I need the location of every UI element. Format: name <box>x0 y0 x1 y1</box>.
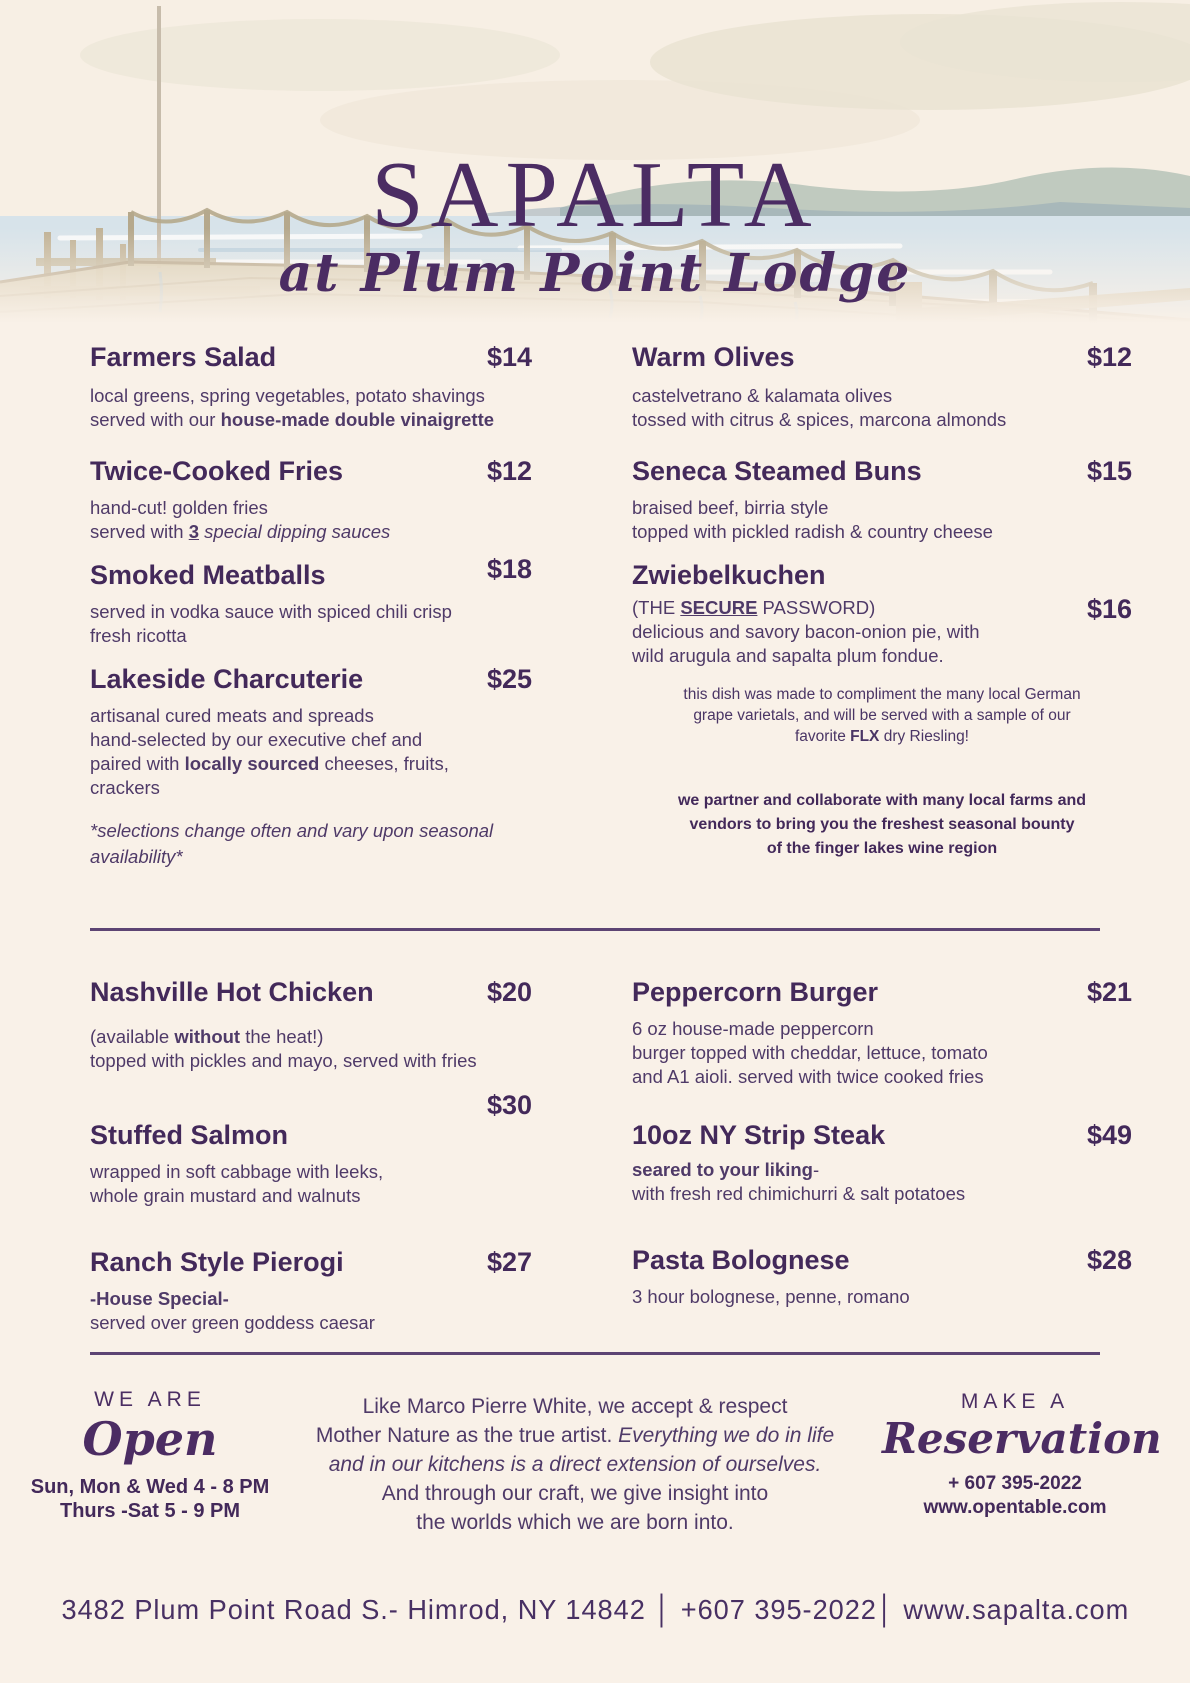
item-price: $21 <box>1086 977 1132 1007</box>
item-description: local greens, spring vegetables, potato shavings served with our house-made double vinaigrette <box>90 385 495 430</box>
item-name: Seneca Steamed Buns <box>632 456 922 486</box>
item-name: Ranch Style Pierogi <box>90 1247 344 1277</box>
item-description: (available without the heat!) topped with pickles and mayo, served with fries <box>90 1026 477 1071</box>
item-name: Stuffed Salmon <box>90 1120 289 1150</box>
item-description: served in vodka sauce with spiced chili crisp fresh ricotta <box>90 601 452 646</box>
menu-column-bottom-left <box>90 975 532 1335</box>
menu-column-bottom-right <box>632 975 1132 1309</box>
menu-item-stuffed-salmon <box>90 1090 532 1208</box>
item-price: $15 <box>1086 456 1132 486</box>
reservation-phone: + 607 395-2022 <box>948 1473 1082 1495</box>
item-price: $16 <box>1086 594 1132 624</box>
local-farms-note: we partner and collaborate with many local farms and vendors to bring you the freshest seasonal bounty of the finger lakes wine region <box>677 792 1087 857</box>
item-description: -House Special- served over green goddess caesar <box>90 1288 375 1333</box>
menu-item-twice-cooked-fries <box>90 454 532 544</box>
item-name: Zwiebelkuchen <box>632 560 826 590</box>
menu-item-zwiebelkuchen <box>632 558 1132 668</box>
philosophy-statement: Like Marco Pierre White, we accept & respect Mother Nature as the true artist. Everything we do in life and in our kitchens is a direct extension of ourselves. And through our craft, we give insight into the worlds which we are born into. <box>315 1395 835 1534</box>
menu-item-ranch-style-pierogi <box>90 1245 532 1335</box>
brand-block <box>0 143 1190 304</box>
item-description: hand-cut! golden fries served with 3 special dipping sauces <box>90 497 391 542</box>
restaurant-name: SAPALTA <box>371 143 819 247</box>
item-name: Peppercorn Burger <box>632 977 879 1007</box>
open-script-word: Open <box>82 1412 218 1466</box>
menu-item-peppercorn-burger <box>632 975 1132 1089</box>
hours-line-1: Sun, Mon & Wed 4 - 8 PM <box>30 1475 270 1498</box>
menu-item-farmers-salad <box>90 340 532 432</box>
menu-item-lakeside-charcuterie <box>90 662 532 800</box>
item-price: $12 <box>1086 342 1132 372</box>
menu-item-ny-strip-steak <box>632 1118 1132 1206</box>
item-description: (THE SECURE PASSWORD) delicious and savory bacon-onion pie, with wild arugula and sapalta plum fondue. <box>632 597 980 666</box>
item-name: Nashville Hot Chicken <box>90 977 374 1007</box>
menu-item-pasta-bolognese <box>632 1243 1132 1309</box>
menu-item-nashville-hot-chicken <box>90 975 532 1073</box>
reservation-script-word: Reservation <box>882 1414 1162 1463</box>
item-description: seared to your liking- with fresh red chimichurri & salt potatoes <box>632 1159 966 1204</box>
hours-line-2: Thurs -Sat 5 - 9 PM <box>59 1499 241 1522</box>
item-name: Smoked Meatballs <box>90 560 326 590</box>
item-description: artisanal cured meats and spreads hand-selected by our executive chef and paired with locally sourced cheeses, fruits, crackers <box>90 705 449 798</box>
reservation-website: www.opentable.com <box>923 1497 1107 1519</box>
item-name: Warm Olives <box>632 342 795 372</box>
make-a-label: MAKE A <box>960 1390 1070 1413</box>
item-description: braised beef, birria style topped with pickled radish & country cheese <box>632 497 993 542</box>
item-name: Farmers Salad <box>90 342 277 372</box>
item-price: $49 <box>1086 1120 1132 1150</box>
item-name: Lakeside Charcuterie <box>90 664 364 694</box>
restaurant-subtitle: at Plum Point Lodge <box>278 243 912 304</box>
seasonal-availability-note: *selections change often and vary upon seasonal availability* <box>90 820 494 867</box>
section-divider <box>90 928 1100 931</box>
we-are-label: WE ARE <box>94 1388 206 1411</box>
item-price: $14 <box>486 342 532 372</box>
address-text: 3482 Plum Point Road S.- Himrod, NY 14842 │ +607 395-2022│ www.sapalta.com <box>61 1594 1129 1625</box>
address-bar <box>0 1594 1190 1626</box>
item-name: Twice-Cooked Fries <box>90 456 344 486</box>
item-description: 6 oz house-made peppercorn burger topped with cheddar, lettuce, tomato and A1 aioli. served with twice cooked fries <box>632 1018 988 1087</box>
item-price: $18 <box>486 554 532 584</box>
hours-block <box>28 1388 272 1523</box>
item-price: $28 <box>1086 1245 1132 1275</box>
menu-item-warm-olives <box>632 340 1132 432</box>
item-name: 10oz NY Strip Steak <box>632 1120 886 1150</box>
menu-item-seneca-steamed-buns <box>632 454 1132 544</box>
item-price: $20 <box>486 977 532 1007</box>
menu-item-smoked-meatballs <box>90 554 532 648</box>
item-price: $12 <box>486 456 532 486</box>
item-price: $30 <box>486 1090 532 1120</box>
item-price: $25 <box>486 664 532 694</box>
item-description: wrapped in soft cabbage with leeks, whole grain mustard and walnuts <box>90 1161 384 1206</box>
item-description: castelvetrano & kalamata olives tossed with citrus & spices, marcona almonds <box>632 385 1007 430</box>
german-wine-pairing-note: this dish was made to compliment the many local German grape varietals, and will be served with a sample of our favorite FLX dry Riesling! <box>683 686 1081 745</box>
item-price: $27 <box>486 1247 532 1277</box>
item-description: 3 hour bolognese, penne, romano <box>632 1286 910 1307</box>
section-divider <box>90 1352 1100 1355</box>
menu-column-top-right <box>632 340 1132 861</box>
menu-column-top-left <box>90 340 532 870</box>
item-name: Pasta Bolognese <box>632 1245 850 1275</box>
reservation-block <box>882 1390 1162 1520</box>
